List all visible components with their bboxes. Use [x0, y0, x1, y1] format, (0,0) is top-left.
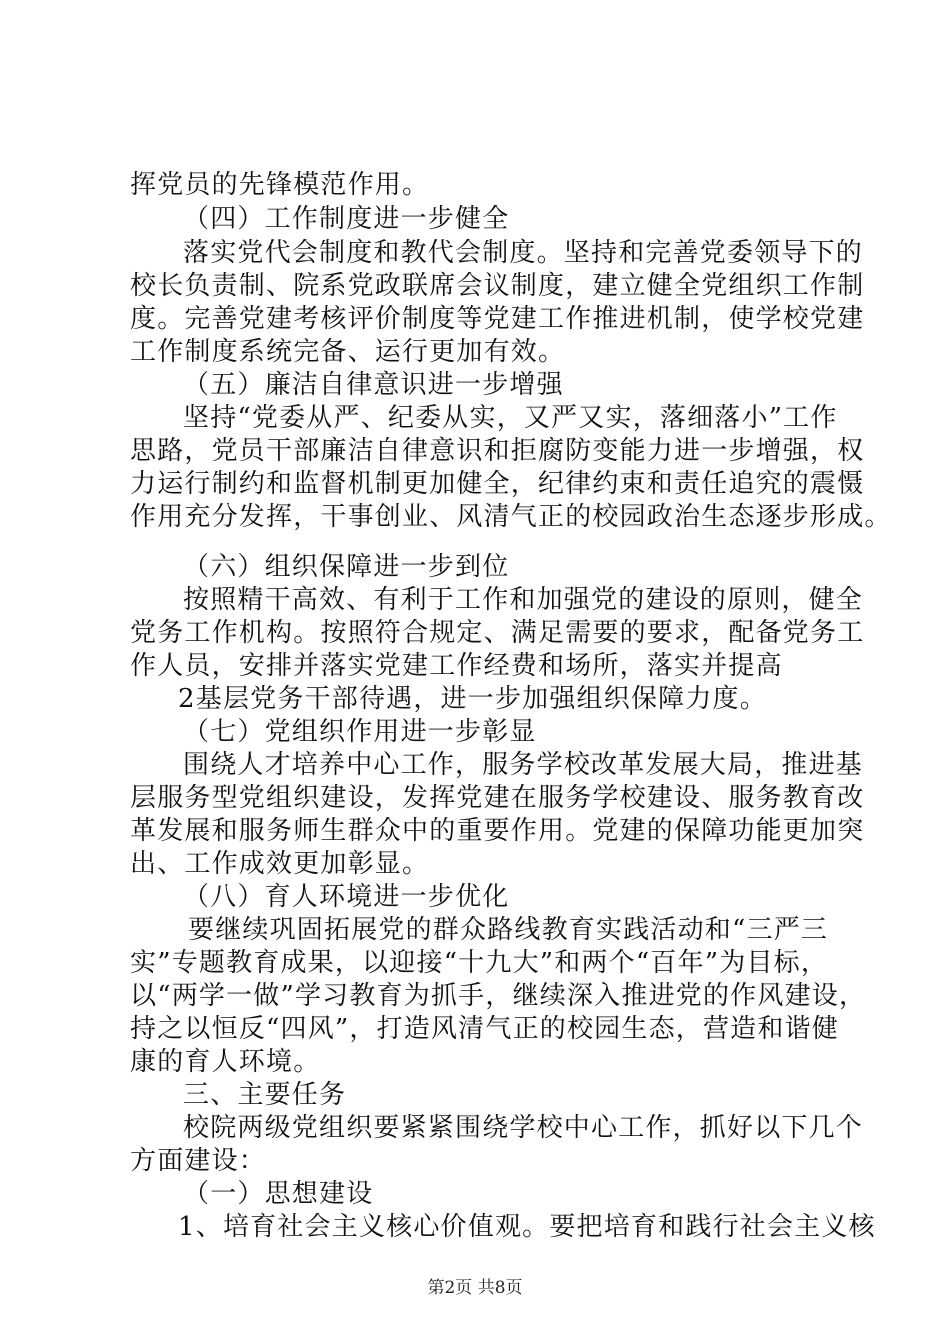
text-line: 革发展和服务师生群众中的重要作用。党建的保障功能更加突 — [130, 816, 865, 846]
text-line: 挥党员的先锋模范作用。 — [130, 170, 430, 200]
text-line: 要继续巩固拓展党的群众路线教育实践活动和“三严三 — [188, 915, 829, 945]
text-line: 2基层党务干部待遇，进一步加强组织保障力度。 — [178, 684, 767, 714]
text-line: 校长负责制、院系党政联席会议制度，建立健全党组织工作制 — [130, 271, 865, 301]
section-heading: （六）组织保障进一步到位 — [183, 552, 510, 582]
text-line: 方面建设： — [130, 1146, 267, 1176]
page-number-footer: 第2页 共8页 — [427, 1278, 523, 1298]
text-line: 层服务型党组织建设，发挥党建在服务学校建设、服务教育改 — [130, 783, 865, 813]
text-line: 校院两级党组织要紧紧围绕学校中心工作，抓好以下几个 — [183, 1113, 864, 1143]
text-line: 坚持“党委从严、纪委从实，又严又实，落细落小”工作 — [183, 403, 838, 433]
text-line: 工作制度系统完备、运行更加有效。 — [130, 337, 566, 367]
section-heading: （一）思想建设 — [183, 1179, 374, 1209]
text-line: 围绕人才培养中心工作，服务学校改革发展大局，推进基 — [183, 750, 864, 780]
text-line: 度。完善党建考核评价制度等党建工作推进机制，使学校党建 — [130, 304, 865, 334]
text-line: 按照精干高效、有利于工作和加强党的建设的原则，健全 — [183, 585, 864, 615]
text-line: 以“两学一做”学习教育为抓手，继续深入推进党的作风建设， — [130, 981, 867, 1011]
text-line: 力运行制约和监督机制更加健全，纪律约束和责任追究的震慑 — [130, 469, 865, 499]
text-line: 1、培育社会主义核心价值观。要把培育和践行社会主义核 — [178, 1212, 876, 1242]
section-heading: 三、主要任务 — [183, 1080, 347, 1110]
section-heading: （四）工作制度进一步健全 — [183, 204, 510, 234]
text-line: 实”专题教育成果，以迎接“十九大”和两个“百年”为目标， — [130, 948, 829, 978]
text-line: 持之以恒反“四风”，打造风清气正的校园生态，营造和谐健 — [130, 1014, 839, 1044]
text-line: 作人员，安排并落实党建工作经费和场所，落实并提高 — [130, 651, 783, 681]
section-heading: （八）育人环境进一步优化 — [183, 882, 510, 912]
section-heading: （七）党组织作用进一步彰显 — [183, 717, 537, 747]
section-heading: （五）廉洁自律意识进一步增强 — [183, 370, 564, 400]
text-line: 党务工作机构。按照符合规定、满足需要的要求，配备党务工 — [130, 618, 865, 648]
text-line: 康的育人环境。 — [130, 1047, 321, 1077]
text-line: 落实党代会制度和教代会制度。坚持和完善党委领导下的 — [183, 238, 864, 268]
text-line: 思路，党员干部廉洁自律意识和拒腐防变能力进一步增强，权 — [130, 436, 865, 466]
text-line: 出、工作成效更加彰显。 — [130, 849, 430, 879]
text-line: 作用充分发挥，干事创业、风清气正的校园政治生态逐步形成。 — [130, 502, 892, 532]
